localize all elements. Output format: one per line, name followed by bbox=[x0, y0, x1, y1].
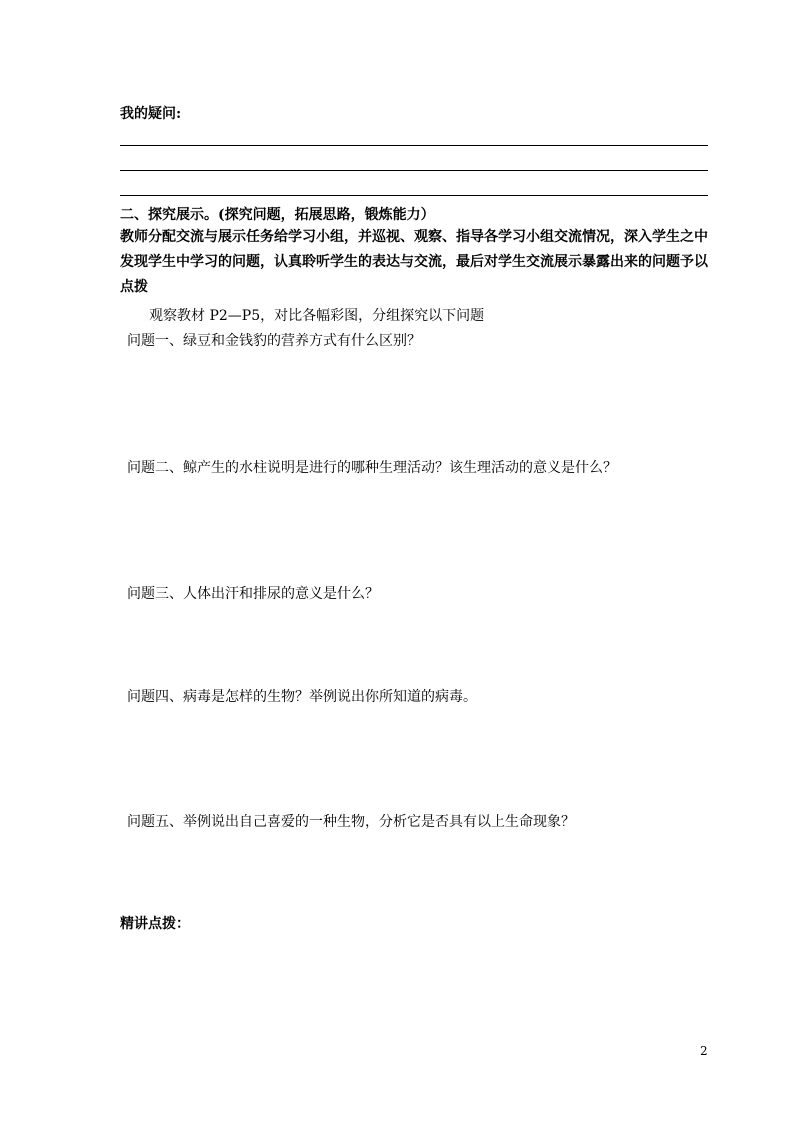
summary-label: 精讲点拨： bbox=[120, 916, 190, 932]
instruction-line-2: 发现学生中学习的问题，认真聆听学生的表达与交流，最后对学生交流展示暴露出来的问题予以 bbox=[120, 254, 708, 270]
answer-line-3 bbox=[120, 195, 708, 196]
question-3: 问题三、人体出汗和排尿的意义是什么？ bbox=[127, 586, 379, 602]
page-number: 2 bbox=[700, 1044, 708, 1058]
instruction-line-3: 点拨 bbox=[120, 279, 148, 295]
answer-line-2 bbox=[120, 170, 708, 171]
section-title: 二、探究展示。(探究问题，拓展思路，锻炼能力） bbox=[120, 207, 435, 223]
observe-text: 观察教材 P2—P5，对比各幅彩图，分组探究以下问题 bbox=[149, 308, 485, 324]
doubts-label: 我的疑问: bbox=[120, 106, 182, 122]
question-4: 问题四、病毒是怎样的生物？举例说出你所知道的病毒。 bbox=[127, 689, 477, 705]
section-instruction bbox=[120, 225, 712, 300]
instruction-line-1: 教师分配交流与展示任务给学习小组，并巡视、观察、指导各学习小组交流情况，深入学生之中 bbox=[120, 229, 708, 245]
question-2: 问题二、鲸产生的水柱说明是进行的哪种生理活动？该生理活动的意义是什么？ bbox=[127, 460, 617, 476]
question-5: 问题五、举例说出自己喜爱的一种生物，分析它是否具有以上生命现象？ bbox=[127, 814, 575, 830]
question-1: 问题一、绿豆和金钱豹的营养方式有什么区别？ bbox=[127, 333, 421, 349]
answer-line-1 bbox=[120, 145, 708, 146]
